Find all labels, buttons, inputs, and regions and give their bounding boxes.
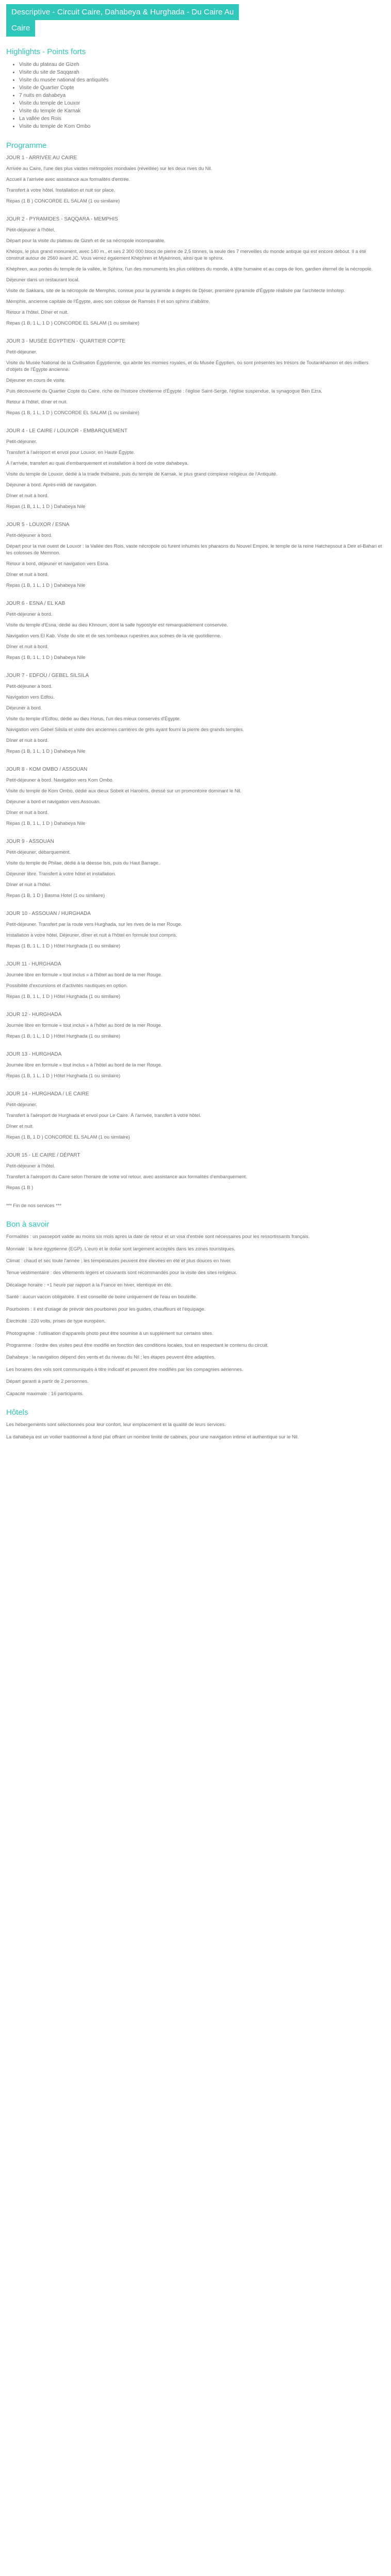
highlight-item: • Visite du temple de Kom Ombo — [19, 123, 385, 130]
highlight-item: • Visite du plateau de Gizeh — [19, 61, 385, 69]
day-paragraph: Repas (1 B, 1 L, 1 D ) Hôtel Hurghada (1 ou similaire) — [6, 1033, 121, 1039]
day-paragraph: Visite du Musée National de la Civilisation Égyptienne, qui abrite les momies royales, et du Musée Égyptien, où sont présentés les trésors de Toutankhamon et des milliers d'objets de l'Égypte ancienne. — [6, 360, 369, 372]
program-day — [6, 338, 385, 428]
day-paragraph: Navigation vers El Kab. Visite du site et de ses tombeaux rupestres aux scènes de la vie quotidienne. — [6, 633, 221, 638]
program-day — [6, 155, 385, 216]
day-paragraph: Petit-déjeuner à l'hôtel. — [6, 227, 55, 232]
good-to-know-paragraph: Départ garanti à partir de 2 personnes. — [6, 1379, 89, 1384]
day-title: JOUR 14 - HURGHADA / LE CAIRE — [6, 1091, 89, 1097]
program-day — [6, 428, 385, 521]
day-title: JOUR 11 - HURGHADA — [6, 961, 61, 967]
good-to-know-paragraph: Décalage horaire : +1 heure par rapport à la France en hiver, identique en été. — [6, 1282, 172, 1287]
day-title: JOUR 6 - ESNA / EL KAB — [6, 601, 66, 606]
day-paragraph: Repas (1 B, 1 L, 1 D ) Dahabeya Nile — [6, 583, 86, 588]
program-day — [6, 672, 385, 766]
day-paragraph: Dîner et nuit à bord. — [6, 644, 49, 649]
day-paragraph: Repas (1 B, 1 L, 1 D ) CONCORDE EL SALAM (1 ou similaire) — [6, 410, 139, 415]
day-title: JOUR 3 - MUSÉE ÉGYPTIEN - QUARTIER COPTE — [6, 338, 125, 344]
good-to-know-paragraph: Santé : aucun vaccin obligatoire. Il est conseillé de boire uniquement de l'eau en bouteille. — [6, 1294, 198, 1300]
day-paragraph: Petit-déjeuner à bord. — [6, 612, 53, 617]
good-to-know-paragraph: Pourboires : il est d'usage de prévoir des pourboires pour les guides, chauffeurs et l'équipage. — [6, 1306, 206, 1312]
day-paragraph: Memphis, ancienne capitale de l'Égypte, avec son colosse de Ramsès II et son sphinx d'albâtre. — [6, 299, 210, 304]
day-paragraph: Transfert à l'aéroport du Caire selon l'horaire de votre vol retour, avec assistance aux formalités d'embarquement. — [6, 1174, 247, 1179]
program-day — [6, 1051, 385, 1091]
day-paragraph: Possibilité d'excursions et d'activités nautiques en option. — [6, 983, 128, 988]
program-day — [6, 766, 385, 838]
highlight-item: • La vallée des Rois — [19, 115, 385, 123]
program-day — [6, 838, 385, 910]
day-paragraph: Visite du temple d'Edfou, dédié au dieu Horus, l'un des mieux conservés d'Égypte. — [6, 716, 181, 721]
day-paragraph: Dîner et nuit à bord. — [6, 810, 49, 815]
day-paragraph: Visite du temple de Philae, dédié à la déesse Isis, puis du Haut Barrage. — [6, 860, 160, 866]
good-to-know-paragraph: Formalités : un passeport valide au moins six mois après la date de retour et un visa d'entrée sont nécessaires pour les ressortissants français. — [6, 1234, 310, 1240]
program-day — [6, 521, 385, 600]
highlight-item: • 7 nuits en dahabeya — [19, 92, 385, 99]
highlight-item: • Visite du musée national des antiquités — [19, 76, 385, 84]
program-day — [6, 1011, 385, 1051]
day-title: JOUR 10 - ASSOUAN / HURGHADA — [6, 911, 91, 917]
day-title: JOUR 7 - EDFOU / GEBEL SILSILA — [6, 673, 89, 679]
good-to-know-paragraph: Les horaires des vols sont communiqués à titre indicatif et peuvent être modifiés par les compagnies aériennes. — [6, 1366, 243, 1372]
day-paragraph: Repas (1 B, 1 L, 1 D ) Hôtel Hurghada (1 ou similaire) — [6, 1073, 121, 1078]
day-paragraph: Petit-déjeuner. — [6, 349, 37, 354]
day-paragraph: Dîner et nuit à bord. — [6, 572, 49, 577]
good-to-know-paragraph: Capacité maximale : 16 participants. — [6, 1391, 84, 1396]
day-paragraph: Petit-déjeuner, débarquement. — [6, 850, 71, 855]
good-to-know-paragraph: Tenue vestimentaire : des vêtements légers et couvrants sont recommandés pour la visite des sites religieux. — [6, 1270, 238, 1276]
day-paragraph: Accueil à l'arrivée avec assistance aux formalités d'entrée. — [6, 177, 131, 182]
day-paragraph: Départ pour la rive ouest de Louxor : la Vallée des Rois, vaste nécropole où furent inhumés les pharaons du Nouvel Empire, le temple de la reine Hatchepsout à Deir el-Bahari et les colosses de Memnon. — [6, 544, 382, 555]
program-day — [6, 1091, 385, 1152]
highlights-list — [6, 61, 385, 130]
good-to-know-paragraph: Photographie : l'utilisation d'appareils photo peut être soumise à un supplément sur certains sites. — [6, 1330, 214, 1336]
day-paragraph: Transfert à votre hôtel. Installation et nuit sur place. — [6, 188, 116, 193]
day-title: JOUR 5 - LOUXOR / ESNA — [6, 522, 70, 528]
day-paragraph: Journée libre en formule « tout inclus » à l'hôtel au bord de la mer Rouge. — [6, 972, 162, 977]
program-heading: Programme — [6, 141, 47, 150]
good-to-know-paragraph: Dahabeya : la navigation dépend des vents et du niveau du Nil ; les étapes peuvent être adaptées. — [6, 1354, 216, 1360]
day-paragraph: Repas (1 B, 1 D ) CONCORDE EL SALAM (1 ou similaire) — [6, 1134, 130, 1140]
day-paragraph: Dîner et nuit. — [6, 1124, 34, 1129]
day-paragraph: Repas (1 B ) — [6, 1185, 34, 1190]
day-paragraph: Arrivée au Caire, l'une des plus vastes métropoles mondiales (réveillée) sur les deux rives du Nil. — [6, 166, 213, 171]
day-paragraph: Repas (1 B, 1 L, 1 D ) Dahabeya Nile — [6, 655, 86, 660]
day-paragraph: Petit-déjeuner. Transfert par la route vers Hurghada, sur les rives de la mer Rouge. — [6, 922, 183, 927]
good-to-know-paragraph: Programme : l'ordre des visites peut être modifié en fonction des conditions locales, tout en respectant le contenu du circuit. — [6, 1342, 269, 1348]
day-paragraph: Journée libre en formule « tout inclus » à l'hôtel au bord de la mer Rouge. — [6, 1023, 162, 1028]
day-paragraph: Transfert à l'aéroport de Hurghada et envol pour Le Caire. À l'arrivée, transfert à votre hôtel. — [6, 1113, 201, 1118]
day-paragraph: Puis découverte du Quartier Copte du Caire, riche de l'histoire chrétienne d'Égypte : l'église Saint-Serge, l'église suspendue, la synagogue Ben Ezra. — [6, 388, 322, 394]
day-paragraph: Visite du temple de Kom Ombo, dédié aux dieux Sobek et Haroëris, dressé sur un promontoire dominant le Nil. — [6, 788, 242, 793]
day-title: JOUR 12 - HURGHADA — [6, 1012, 62, 1018]
highlight-item: • Visite du temple de Louxor — [19, 99, 385, 107]
page-title — [6, 0, 385, 37]
good-to-know-paragraph: Électricité : 220 volts, prises de type européen. — [6, 1318, 106, 1324]
day-title: JOUR 2 - PYRAMIDES - SAQQARA - MEMPHIS — [6, 216, 118, 222]
end-of-services-note: *** Fin de nos services *** — [6, 1203, 61, 1208]
hotels-block — [6, 1421, 385, 1440]
day-paragraph: Petit-déjeuner. — [6, 439, 37, 444]
day-paragraph: Navigation vers Edfou. — [6, 694, 55, 700]
program-days — [6, 155, 385, 1202]
day-title: JOUR 1 - ARRIVÉE AU CAIRE — [6, 155, 77, 161]
highlight-item: • Visite du temple de Karnak — [19, 107, 385, 115]
good-to-know-paragraph: Monnaie : la livre égyptienne (EGP). L'euro et le dollar sont largement acceptés dans les zones touristiques. — [6, 1246, 236, 1251]
day-paragraph: Repas (1 B, 1 L, 1 D ) Dahabeya Nile — [6, 821, 86, 826]
day-paragraph: Dîner et nuit à bord. — [6, 493, 49, 498]
day-paragraph: Transfert à l'aéroport et envol pour Louxor, en Haute Égypte. — [6, 450, 135, 455]
day-paragraph: Déjeuner à bord. — [6, 705, 42, 710]
day-paragraph: Retour à l'hôtel. Dîner et nuit. — [6, 310, 69, 315]
day-paragraph: Déjeuner dans un restaurant local. — [6, 277, 80, 282]
highlight-item: • Visite de Quartier Copte — [19, 84, 385, 92]
day-paragraph: Petit-déjeuner à bord. Navigation vers Kom Ombo. — [6, 777, 114, 783]
day-paragraph: Petit-déjeuner. — [6, 1102, 37, 1107]
day-paragraph: Repas (1 B, 1 L, 1 D ) Dahabeya Nile — [6, 749, 86, 754]
program-day — [6, 910, 385, 961]
day-paragraph: Navigation vers Gebel Silsila et visite des anciennes carrières de grès ayant fourni la pierre des grands temples. — [6, 727, 244, 732]
highlights-heading: Highlights - Points forts — [6, 47, 86, 56]
program-day — [6, 600, 385, 672]
day-paragraph: Khéops, le plus grand monument, avec 140 m., et ses 2 300 000 blocs de pierre de 2,5 tonnes, la seule des 7 merveilles du monde antique qui est encore debout. Il a été construit autour de 2560 avant JC. Vous verrez également Khéphren et Mykérinos, ainsi que le sphinx. — [6, 249, 366, 261]
day-paragraph: Retour à bord, déjeuner et navigation vers Esna. — [6, 561, 110, 566]
highlight-item: • Visite du site de Saqqarah — [19, 69, 385, 76]
day-paragraph: Repas (1 B, 1 L, 1 D ) Dahabeya Nile — [6, 504, 86, 509]
program-day — [6, 961, 385, 1011]
title-line-1: Descriptive - Circuit Caire, Dahabeya & Hurghada - Du Caire Au — [6, 4, 239, 20]
day-paragraph: Petit-déjeuner à bord. — [6, 533, 53, 538]
day-paragraph: Dîner et nuit à l'hôtel. — [6, 882, 52, 887]
day-paragraph: Départ pour la visite du plateau de Gizeh et de sa nécropole incomparable. — [6, 238, 166, 243]
day-title: JOUR 13 - HURGHADA — [6, 1052, 62, 1057]
good-to-know-paragraph: Climat : chaud et sec toute l'année ; les températures peuvent être élevées en été et plus douces en hiver. — [6, 1258, 232, 1264]
day-paragraph: Repas (1 B, 1 L, 1 D ) Hôtel Hurghada (1 ou similaire) — [6, 994, 121, 999]
day-paragraph: Repas (1 B ) CONCORDE EL SALAM (1 ou similaire) — [6, 198, 120, 204]
hotels-heading: Hôtels — [6, 1408, 28, 1417]
day-paragraph: Repas (1 B, 1 D ) Basma Hotel (1 ou similaire) — [6, 893, 105, 898]
day-paragraph: Repas (1 B, 1 L, 1 D ) Hôtel Hurghada (1 ou similaire) — [6, 943, 121, 948]
title-line-2: Caire — [6, 20, 35, 36]
day-title: JOUR 15 - LE CAIRE / DÉPART — [6, 1153, 80, 1158]
day-title: JOUR 8 - KOM OMBO / ASSOUAN — [6, 767, 88, 772]
program-day — [6, 216, 385, 338]
day-paragraph: Repas (1 B, 1 L, 1 D ) CONCORDE EL SALAM (1 ou similaire) — [6, 320, 139, 326]
program-day — [6, 1152, 385, 1202]
day-paragraph: Installation à votre hôtel. Déjeuner, dîner et nuit à l'hôtel en formule tout compris. — [6, 933, 177, 938]
day-paragraph: Déjeuner à bord et navigation vers Assouan. — [6, 799, 101, 804]
day-paragraph: Retour à l'hôtel, dîner et nuit. — [6, 399, 68, 404]
day-paragraph: Visite du temple d'Esna, dédié au dieu Khnoum, dont la salle hypostyle est remarquablement conservée. — [6, 622, 229, 628]
day-paragraph: Khéphren, aux portes du temple de la vallée, le Sphinx, l'un des monuments les plus célèbres du monde, à tête humaine et au corps de lion, gardien éternel de la nécropole. — [6, 266, 373, 272]
day-paragraph: Déjeuner libre. Transfert à votre hôtel et installation. — [6, 871, 116, 876]
day-paragraph: Visite de Sakkara, site de la nécropole de Memphis, connue pour la pyramide à degrés de Djéser, première pyramide d'Égypte réalisée par l'architecte Imhotep. — [6, 288, 346, 293]
good-to-know-block — [6, 1233, 385, 1397]
day-title: JOUR 4 - LE CAIRE / LOUXOR - EMBARQUEMENT — [6, 428, 128, 434]
day-paragraph: Déjeuner en cours de visite. — [6, 378, 66, 383]
good-to-know-heading: Bon à savoir — [6, 1220, 50, 1229]
day-paragraph: Dîner et nuit à bord. — [6, 738, 49, 743]
day-paragraph: Petit-déjeuner à l'hôtel. — [6, 1163, 55, 1168]
day-paragraph: Petit-déjeuner à bord. — [6, 684, 53, 689]
day-paragraph: Visite du temple de Louxor, dédié à la triade thébaine, puis du temple de Karnak, le plus grand complexe religieux de l'Antiquité. — [6, 471, 278, 477]
hotels-paragraph: La dahabeya est un voilier traditionnel à fond plat offrant un nombre limité de cabines, pour une navigation intime et authentique sur le Nil. — [6, 1434, 299, 1439]
hotels-paragraph: Les hébergements sont sélectionnés pour leur confort, leur emplacement et la qualité de leurs services. — [6, 1422, 226, 1428]
day-paragraph: À l'arrivée, transfert au quai d'embarquement et installation à bord de votre dahabeya. — [6, 461, 189, 466]
day-paragraph: Déjeuner à bord. Après-midi de navigation. — [6, 482, 97, 487]
day-paragraph: Journée libre en formule « tout inclus » à l'hôtel au bord de la mer Rouge. — [6, 1062, 162, 1067]
day-title: JOUR 9 - ASSOUAN — [6, 839, 54, 844]
